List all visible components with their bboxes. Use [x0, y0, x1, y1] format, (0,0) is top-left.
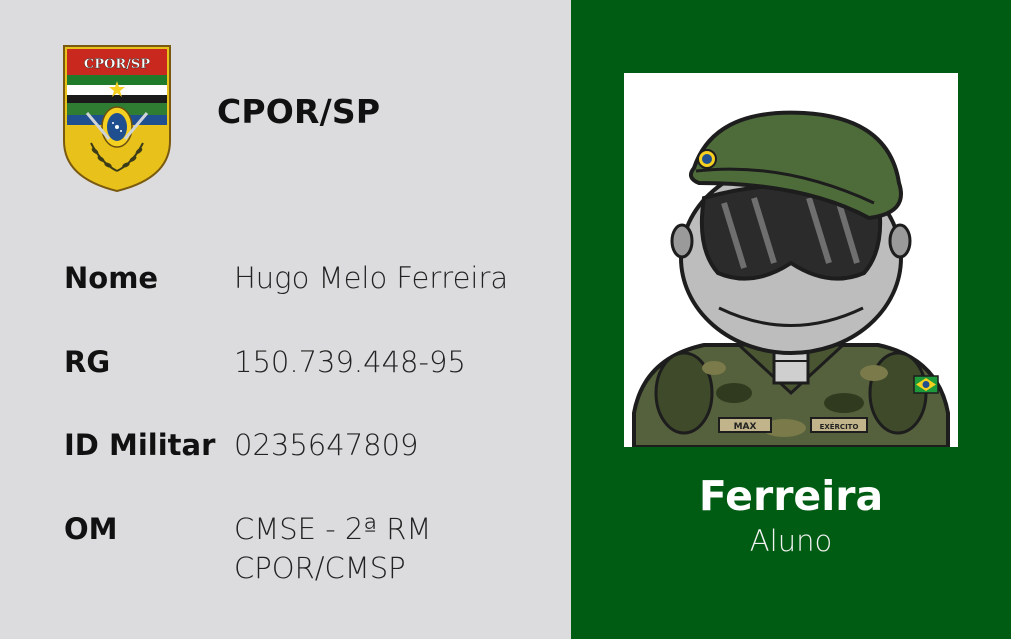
svg-text:MAX: MAX: [733, 422, 757, 432]
cpor-emblem-icon: [61, 43, 173, 193]
field-label: RG: [64, 345, 111, 379]
org-title: CPOR/SP: [217, 92, 381, 131]
svg-text:EXÉRCITO: EXÉRCITO: [819, 423, 859, 431]
field-label: ID Militar: [64, 428, 216, 462]
svg-text:CPOR/SP: CPOR/SP: [83, 57, 151, 72]
field-value-om-line-2: CPOR/CMSP: [234, 551, 406, 585]
profile-role: Aluno: [749, 524, 833, 558]
field-label: OM: [64, 512, 118, 546]
field-label: Nome: [64, 261, 159, 295]
field-value: Hugo Melo Ferreira: [234, 261, 509, 295]
profile-panel: [571, 0, 1011, 639]
field-value: 150.739.448-95: [234, 345, 466, 379]
avatar: [624, 73, 958, 447]
profile-name: Ferreira: [698, 472, 884, 520]
field-value-om-line-1: CMSE - 2ª RM: [234, 512, 432, 546]
avatar-frame: [624, 73, 958, 447]
field-value: 0235647809: [234, 428, 419, 462]
